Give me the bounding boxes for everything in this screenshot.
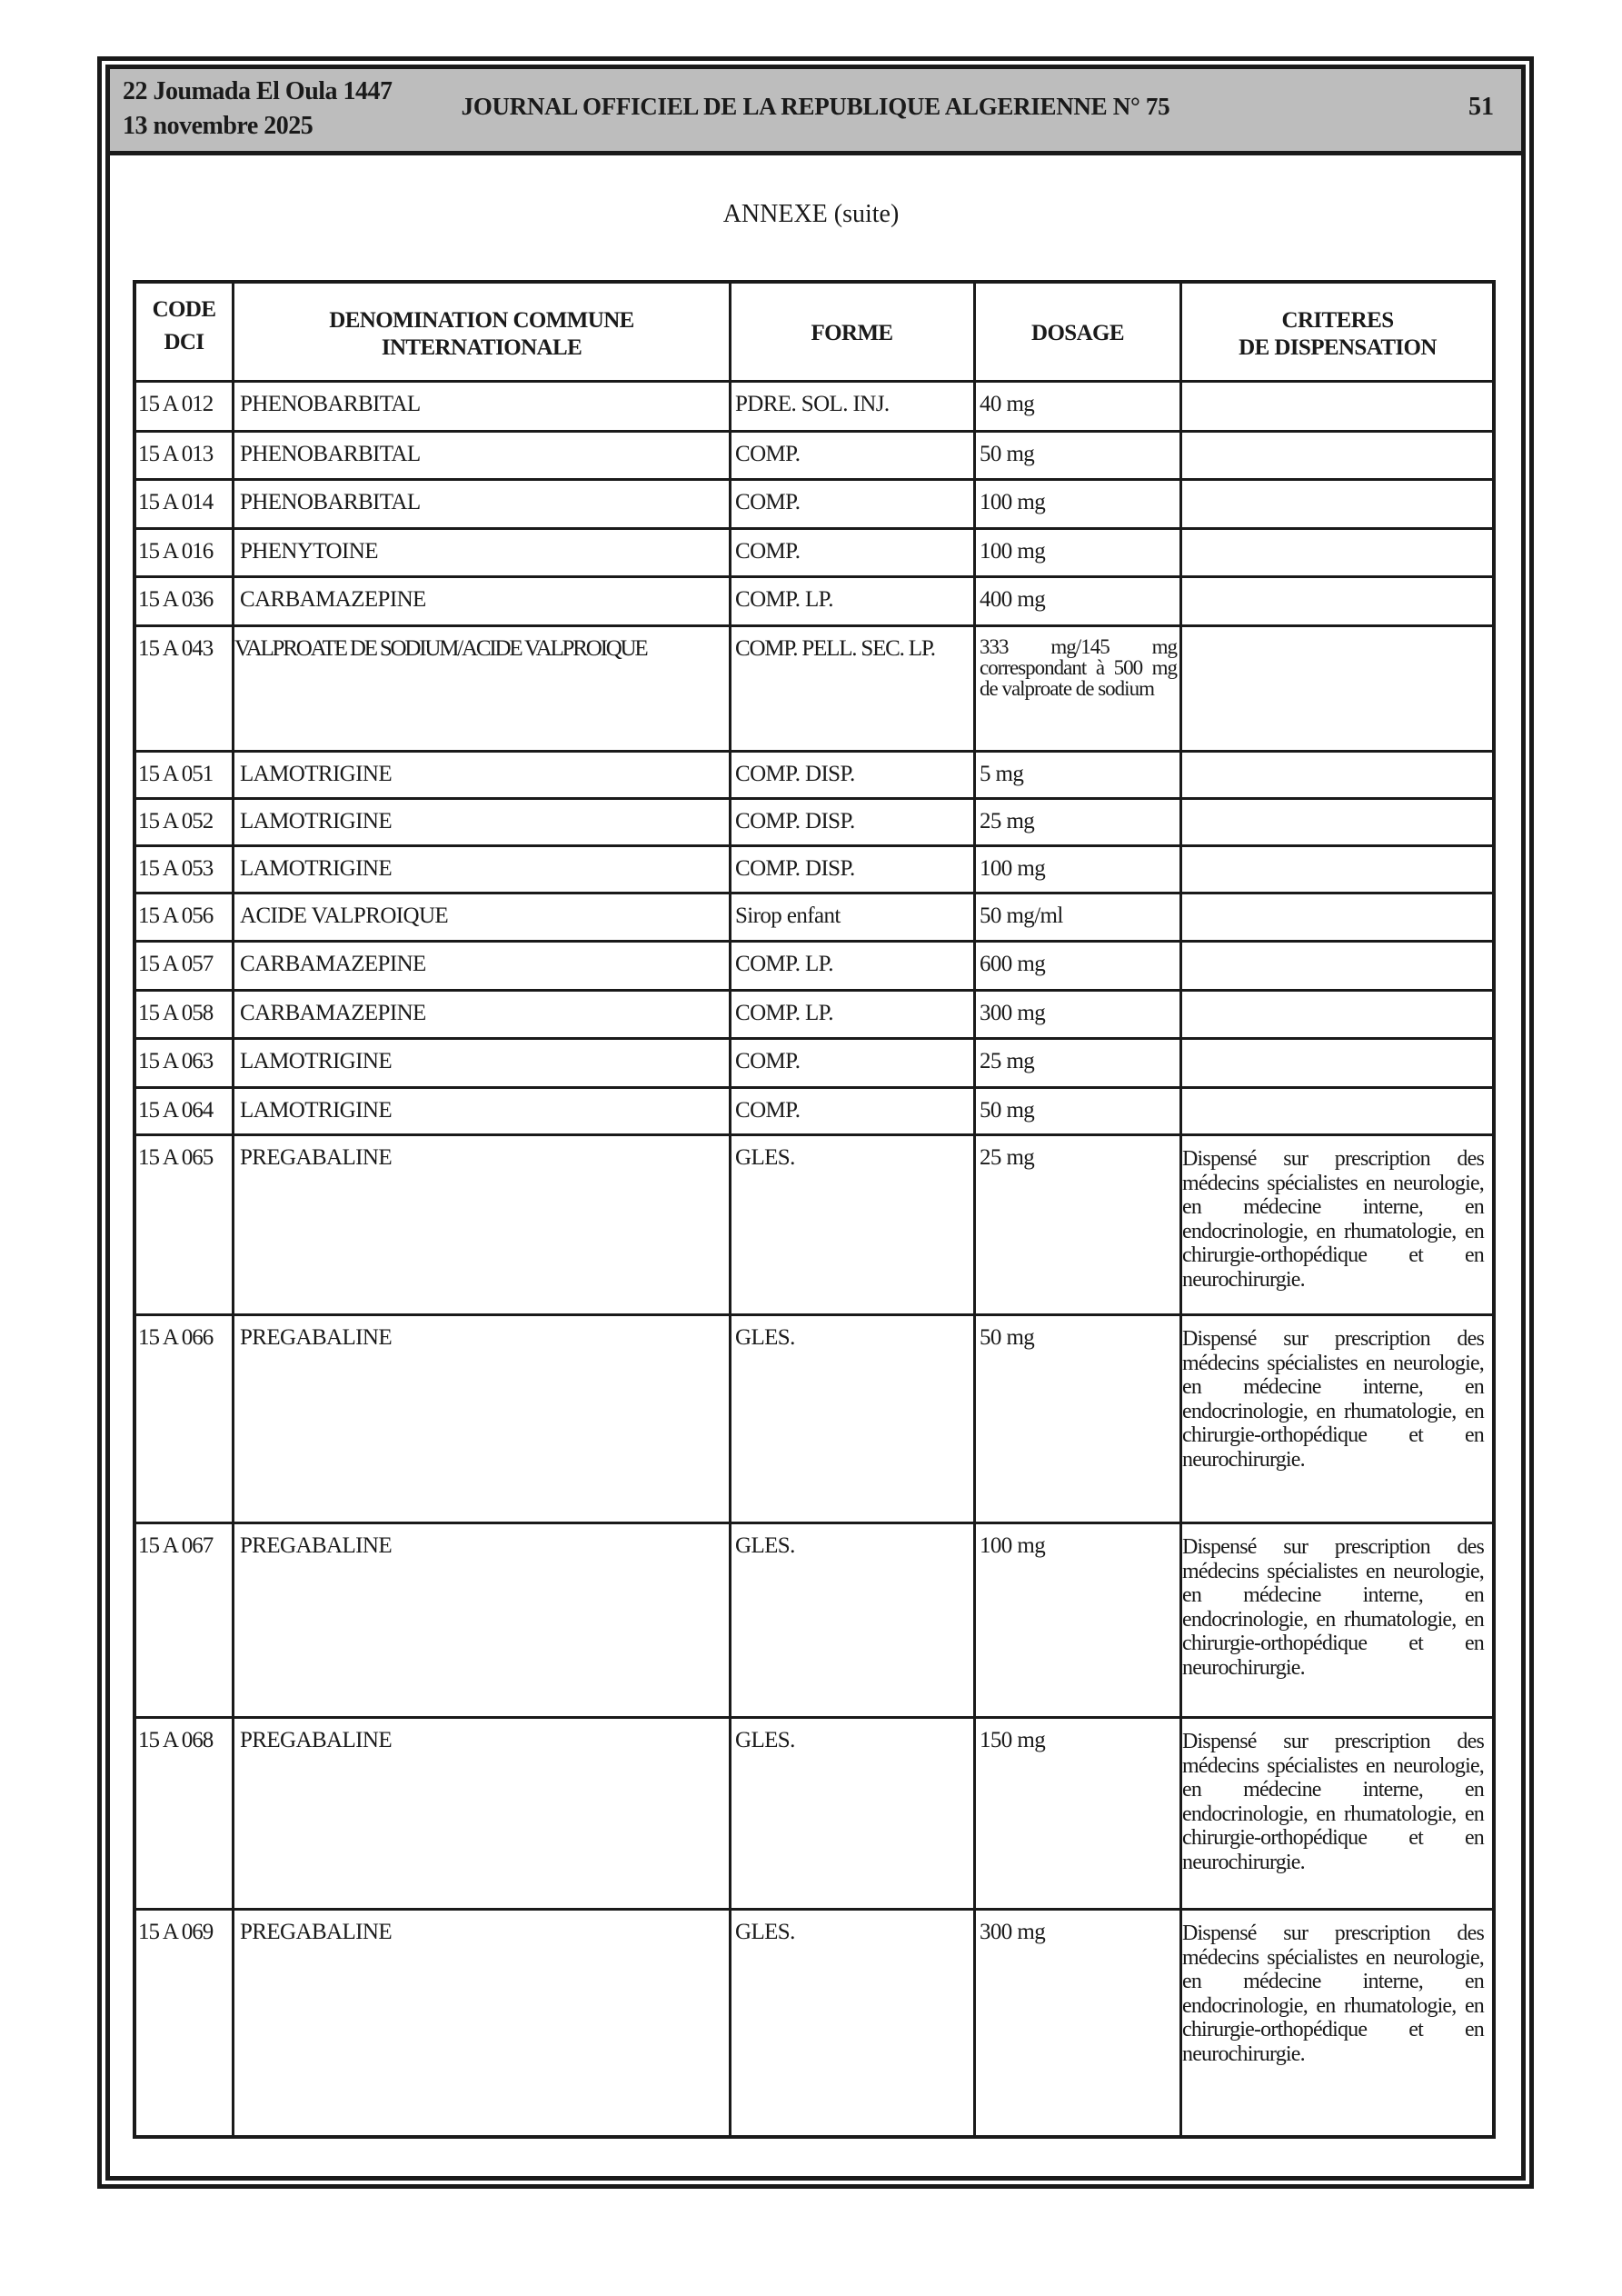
cell-dci: CARBAMAZEPINE — [240, 952, 426, 976]
cell-forme: COMP. — [735, 1098, 801, 1123]
col-header-criteres — [1183, 307, 1492, 362]
cell-dci: PREGABALINE — [240, 1325, 393, 1350]
cell-code: 15 A 012 — [138, 392, 214, 416]
cell-dci: LAMOTRIGINE — [240, 809, 392, 834]
row-divider — [136, 1313, 1492, 1316]
col-header-code-line1: CODE — [152, 297, 216, 322]
row-divider — [136, 1522, 1492, 1524]
row-divider — [136, 575, 1492, 578]
cell-criteres: Dispensé sur prescription des médecins spécialistes en neurologie, en médecine interne, en endocrinologie, en rhumatologie, en chirurgie-orthopédique et en neurochirurgie. — [1182, 1147, 1484, 1292]
cell-code: 15 A 053 — [138, 856, 214, 881]
col-header-criteres-line1: CRITERES — [1281, 308, 1394, 333]
cell-dosage: 300 mg — [980, 1920, 1046, 1944]
cell-dosage: 5 mg — [980, 762, 1024, 786]
cell-dosage: 25 mg — [980, 1049, 1035, 1073]
row-divider — [136, 1716, 1492, 1719]
cell-dci: LAMOTRIGINE — [240, 762, 392, 786]
row-divider — [136, 797, 1492, 800]
cell-dci: PREGABALINE — [240, 1920, 393, 1944]
row-divider — [136, 1908, 1492, 1911]
cell-forme: PDRE. SOL. INJ. — [735, 392, 890, 416]
row-divider — [136, 478, 1492, 481]
cell-dosage: 300 mg — [980, 1001, 1046, 1025]
cell-forme: GLES. — [735, 1533, 795, 1558]
cell-dosage: 100 mg — [980, 1533, 1046, 1558]
cell-dci: PREGABALINE — [240, 1533, 393, 1558]
cell-code: 15 A 016 — [138, 539, 214, 564]
row-divider — [136, 940, 1492, 943]
cell-code: 15 A 069 — [138, 1920, 214, 1944]
row-divider — [136, 989, 1492, 992]
cell-forme: COMP. DISP. — [735, 856, 855, 881]
cell-forme: COMP. — [735, 539, 801, 564]
cell-code: 15 A 057 — [138, 952, 214, 976]
cell-dosage: 400 mg — [980, 587, 1046, 612]
col-header-dci-line1: DENOMINATION COMMUNE — [329, 308, 634, 333]
cell-dosage: 40 mg — [980, 392, 1035, 416]
cell-dosage: 100 mg — [980, 539, 1046, 564]
cell-forme: COMP. LP. — [735, 587, 833, 612]
cell-dci: PHENOBARBITAL — [240, 490, 421, 514]
cell-dci: PHENOBARBITAL — [240, 442, 421, 466]
cell-dosage: 600 mg — [980, 952, 1046, 976]
cell-code: 15 A 043 — [138, 636, 214, 661]
cell-dci: PHENOBARBITAL — [240, 392, 421, 416]
cell-code: 15 A 058 — [138, 1001, 214, 1025]
cell-dci: CARBAMAZEPINE — [240, 1001, 426, 1025]
cell-code: 15 A 051 — [138, 762, 214, 786]
col-header-dci-line2: INTERNATIONALE — [381, 335, 582, 360]
cell-code: 15 A 068 — [138, 1728, 214, 1752]
cell-code: 15 A 066 — [138, 1325, 214, 1350]
medication-table — [133, 280, 1496, 2139]
cell-forme: GLES. — [735, 1920, 795, 1944]
row-divider — [136, 380, 1492, 383]
col-header-dci — [234, 307, 729, 362]
row-divider — [136, 1086, 1492, 1089]
row-divider — [136, 1037, 1492, 1040]
cell-dosage: 333 mg/145 mg correspondant à 500 mg de valproate de sodium — [980, 635, 1177, 700]
col-header-forme: FORME — [811, 321, 893, 345]
row-divider — [136, 1133, 1492, 1136]
cell-code: 15 A 013 — [138, 442, 214, 466]
cell-forme: COMP. LP. — [735, 1001, 833, 1025]
date-gregorian: 13 novembre 2025 — [123, 112, 313, 140]
cell-dosage: 25 mg — [980, 1145, 1035, 1170]
cell-code: 15 A 067 — [138, 1533, 214, 1558]
cell-dci: LAMOTRIGINE — [240, 856, 392, 881]
journal-title: JOURNAL OFFICIEL DE LA REPUBLIQUE ALGERIENNE N° 75 — [461, 93, 1170, 120]
cell-forme: GLES. — [735, 1325, 795, 1350]
cell-dci: PREGABALINE — [240, 1145, 393, 1170]
cell-dci: LAMOTRIGINE — [240, 1049, 392, 1073]
page-number: 51 — [1468, 93, 1494, 121]
cell-dosage: 50 mg/ml — [980, 903, 1063, 928]
cell-criteres: Dispensé sur prescription des médecins spécialistes en neurologie, en médecine interne, en endocrinologie, en rhumatologie, en chirurgie-orthopédique et en neurochirurgie. — [1182, 1327, 1484, 1472]
cell-dci: CARBAMAZEPINE — [240, 587, 426, 612]
cell-forme: COMP. DISP. — [735, 809, 855, 834]
column-divider — [973, 284, 976, 2135]
row-divider — [136, 844, 1492, 847]
cell-dci: PHENYTOINE — [240, 539, 378, 564]
cell-dosage: 50 mg — [980, 1098, 1035, 1123]
column-divider — [729, 284, 731, 2135]
cell-dosage: 100 mg — [980, 856, 1046, 881]
cell-forme: COMP. — [735, 1049, 801, 1073]
cell-dosage: 50 mg — [980, 442, 1035, 466]
cell-dci: ACIDE VALPROIQUE — [240, 903, 449, 928]
row-divider — [136, 624, 1492, 627]
journal-header — [110, 69, 1521, 155]
cell-code: 15 A 052 — [138, 809, 214, 834]
cell-code: 15 A 036 — [138, 587, 214, 612]
cell-criteres: Dispensé sur prescription des médecins spécialistes en neurologie, en médecine interne, en endocrinologie, en rhumatologie, en chirurgie-orthopédique et en neurochirurgie. — [1182, 1535, 1484, 1680]
cell-forme: COMP. PELL. SEC. LP. — [735, 636, 935, 661]
col-header-code — [136, 296, 232, 356]
row-divider — [136, 527, 1492, 530]
cell-dosage: 150 mg — [980, 1728, 1046, 1752]
cell-code: 15 A 064 — [138, 1098, 214, 1123]
cell-dosage: 25 mg — [980, 809, 1035, 834]
cell-dosage: 50 mg — [980, 1325, 1035, 1350]
cell-dosage: 100 mg — [980, 490, 1046, 514]
col-header-dosage: DOSAGE — [1031, 321, 1124, 345]
row-divider — [136, 750, 1492, 753]
col-header-criteres-line2: DE DISPENSATION — [1239, 335, 1437, 360]
cell-dci: PREGABALINE — [240, 1728, 393, 1752]
cell-code: 15 A 056 — [138, 903, 214, 928]
cell-code: 15 A 063 — [138, 1049, 214, 1073]
cell-forme: GLES. — [735, 1145, 795, 1170]
cell-code: 15 A 014 — [138, 490, 214, 514]
cell-forme: COMP. — [735, 490, 801, 514]
cell-criteres: Dispensé sur prescription des médecins spécialistes en neurologie, en médecine interne, en endocrinologie, en rhumatologie, en chirurgie-orthopédique et en neurochirurgie. — [1182, 1922, 1484, 2066]
cell-forme: GLES. — [735, 1728, 795, 1752]
cell-code: 15 A 065 — [138, 1145, 214, 1170]
date-hijri: 22 Joumada El Oula 1447 — [123, 77, 393, 105]
col-header-code-line2: DCI — [164, 330, 204, 354]
cell-forme: Sirop enfant — [735, 903, 841, 928]
cell-criteres: Dispensé sur prescription des médecins spécialistes en neurologie, en médecine interne, en endocrinologie, en rhumatologie, en chirurgie-orthopédique et en neurochirurgie. — [1182, 1730, 1484, 1874]
row-divider — [136, 892, 1492, 894]
cell-forme: COMP. LP. — [735, 952, 833, 976]
row-divider — [136, 430, 1492, 433]
annex-title: ANNEXE (suite) — [722, 200, 900, 228]
cell-forme: COMP. DISP. — [735, 762, 855, 786]
cell-forme: COMP. — [735, 442, 801, 466]
cell-dci: VALPROATE DE SODIUM/ACIDE VALPROIQUE — [234, 636, 647, 661]
column-divider — [232, 284, 234, 2135]
cell-dci: LAMOTRIGINE — [240, 1098, 392, 1123]
